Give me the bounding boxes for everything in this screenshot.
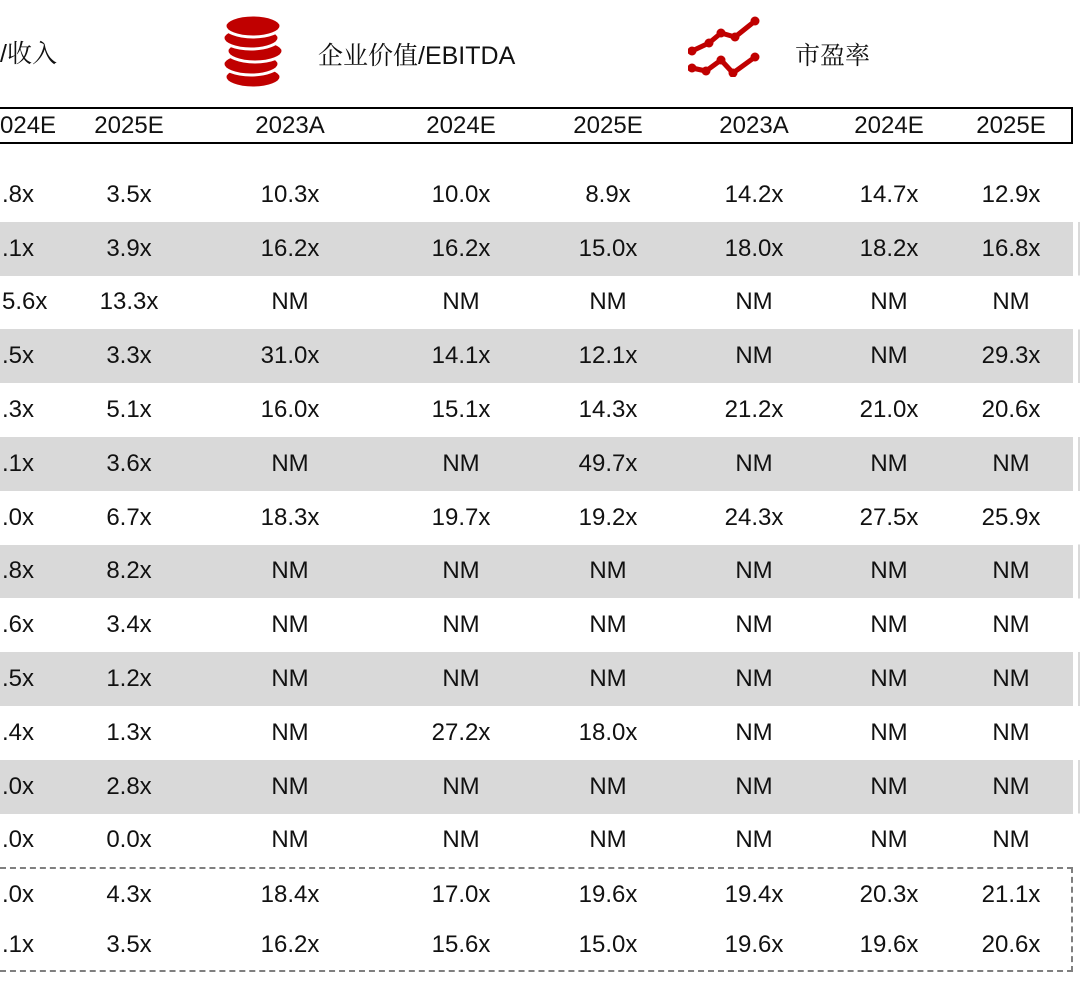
table-cell: NM xyxy=(589,665,627,693)
table-cell: NM xyxy=(992,288,1030,316)
ev-ebitda-label: 企业价值/EBITDA xyxy=(318,42,516,70)
summary-cell: .1x xyxy=(2,931,35,958)
table-cell: NM xyxy=(442,665,480,693)
table-cell: NM xyxy=(271,718,309,746)
column-header: 2024E xyxy=(854,111,924,139)
table-cell: 25.9x xyxy=(981,503,1041,531)
table-cell: 13.3x xyxy=(99,288,159,316)
table-cell: 1.3x xyxy=(106,718,152,746)
table-cell: 20.6x xyxy=(981,396,1041,424)
table-cell: 10.0x xyxy=(431,180,491,208)
table-cell: 14.3x xyxy=(578,396,638,424)
table-cell: 5.6x xyxy=(2,288,48,316)
table-row xyxy=(0,222,1073,276)
table-cell: 15.1x xyxy=(431,396,491,424)
table-cell: 14.2x xyxy=(724,180,784,208)
table-cell: 3.3x xyxy=(106,342,152,370)
table-body xyxy=(0,168,1073,867)
table-cell: NM xyxy=(735,557,773,585)
table-cell: 27.2x xyxy=(431,718,491,746)
table-cell: NM xyxy=(442,288,480,316)
summary-cell: 19.6x xyxy=(859,931,919,958)
summary-section xyxy=(0,867,1073,972)
table-cell: .8x xyxy=(2,180,35,208)
column-header: 2025E xyxy=(94,111,164,139)
table-cell: .0x xyxy=(2,826,35,854)
table-cell: NM xyxy=(735,449,773,477)
table-cell: NM xyxy=(735,611,773,639)
column-header: 2025E xyxy=(976,111,1046,139)
table-cell: 29.3x xyxy=(981,342,1041,370)
table-cell: NM xyxy=(442,611,480,639)
table-cell: .1x xyxy=(2,449,35,477)
table-cell: NM xyxy=(870,557,908,585)
table-cell: 18.0x xyxy=(578,718,638,746)
table-cell: NM xyxy=(735,288,773,316)
table-cell: NM xyxy=(992,826,1030,854)
table-cell: NM xyxy=(589,611,627,639)
column-header: 2023A xyxy=(719,111,789,139)
table-cell: NM xyxy=(870,772,908,800)
summary-cell: 18.4x xyxy=(260,881,320,908)
table-cell: .1x xyxy=(2,234,35,262)
summary-cell: 19.6x xyxy=(578,881,638,908)
table-cell: 18.2x xyxy=(859,234,919,262)
table-cell: NM xyxy=(271,772,309,800)
summary-cell: 20.3x xyxy=(859,881,919,908)
table-cell: 14.1x xyxy=(431,342,491,370)
table-row xyxy=(0,437,1073,491)
table-cell: NM xyxy=(271,665,309,693)
table-cell: NM xyxy=(992,772,1030,800)
summary-cell: 17.0x xyxy=(431,881,491,908)
table-cell: 27.5x xyxy=(859,503,919,531)
table-cell: NM xyxy=(992,557,1030,585)
summary-cell: 15.0x xyxy=(578,931,638,958)
table-cell: NM xyxy=(870,288,908,316)
table-cell: NM xyxy=(735,772,773,800)
table-cell: NM xyxy=(992,611,1030,639)
table-cell: NM xyxy=(870,342,908,370)
column-header: 2024E xyxy=(426,111,496,139)
table-cell: NM xyxy=(735,665,773,693)
summary-cell: 19.6x xyxy=(724,931,784,958)
table-cell: NM xyxy=(870,611,908,639)
table-cell: NM xyxy=(442,826,480,854)
table-cell: .0x xyxy=(2,503,35,531)
table-row xyxy=(0,168,1073,222)
table-cell: 24.3x xyxy=(724,503,784,531)
table-row xyxy=(0,760,1073,814)
column-header: 2023A xyxy=(255,111,325,139)
table-cell: NM xyxy=(870,449,908,477)
table-cell: NM xyxy=(589,772,627,800)
table-cell: 2.8x xyxy=(106,772,152,800)
summary-cell: 21.1x xyxy=(981,881,1041,908)
table-cell: NM xyxy=(735,342,773,370)
table-cell: NM xyxy=(271,288,309,316)
table-row xyxy=(0,814,1073,868)
table-cell: NM xyxy=(442,772,480,800)
line-chart-icon xyxy=(688,15,760,77)
table-cell: .4x xyxy=(2,718,35,746)
table-cell: NM xyxy=(735,718,773,746)
table-cell: 3.4x xyxy=(106,611,152,639)
table-cell: NM xyxy=(735,826,773,854)
table-cell: NM xyxy=(271,826,309,854)
table-cell: NM xyxy=(442,449,480,477)
table-cell: 3.9x xyxy=(106,234,152,262)
table-cell: 5.1x xyxy=(106,396,152,424)
table-cell: NM xyxy=(992,718,1030,746)
table-cell: 10.3x xyxy=(260,180,320,208)
table-cell: .6x xyxy=(2,611,35,639)
summary-row xyxy=(0,920,1073,970)
table-cell: 16.2x xyxy=(431,234,491,262)
table-cell: 12.1x xyxy=(578,342,638,370)
table-row xyxy=(0,706,1073,760)
table-row xyxy=(0,652,1073,706)
table-cell: NM xyxy=(870,718,908,746)
table-cell: .5x xyxy=(2,342,35,370)
table-row xyxy=(0,383,1073,437)
table-cell: .8x xyxy=(2,557,35,585)
table-cell: .3x xyxy=(2,396,35,424)
table-cell: 31.0x xyxy=(260,342,320,370)
table-cell: 18.0x xyxy=(724,234,784,262)
table-row xyxy=(0,491,1073,545)
table-cell: 21.0x xyxy=(859,396,919,424)
table-cell: 3.6x xyxy=(106,449,152,477)
table-cell: NM xyxy=(271,557,309,585)
table-cell: NM xyxy=(589,826,627,854)
summary-cell: 4.3x xyxy=(106,881,152,908)
table-cell: 16.0x xyxy=(260,396,320,424)
pe-ratio-label: 市盈率 xyxy=(795,42,871,70)
table-cell: 19.7x xyxy=(431,503,491,531)
table-row xyxy=(0,598,1073,652)
summary-cell: .0x xyxy=(2,881,35,908)
table-cell: 15.0x xyxy=(578,234,638,262)
table-cell: 8.9x xyxy=(585,180,631,208)
table-cell: 1.2x xyxy=(106,665,152,693)
table-cell: NM xyxy=(992,665,1030,693)
table-cell: NM xyxy=(992,449,1030,477)
coin-stack-icon xyxy=(222,13,284,90)
table-row xyxy=(0,276,1073,330)
table-cell: 18.3x xyxy=(260,503,320,531)
table-cell: 21.2x xyxy=(724,396,784,424)
table-cell: NM xyxy=(271,611,309,639)
column-header: 2025E xyxy=(573,111,643,139)
table-cell: .0x xyxy=(2,772,35,800)
table-cell: 16.8x xyxy=(981,234,1041,262)
legend-strip xyxy=(0,0,1080,100)
table-cell: 6.7x xyxy=(106,503,152,531)
table-cell: NM xyxy=(589,288,627,316)
summary-cell: 19.4x xyxy=(724,881,784,908)
summary-cell: 16.2x xyxy=(260,931,320,958)
ev-revenue-label: /收入 xyxy=(0,40,57,68)
table-cell: 0.0x xyxy=(106,826,152,854)
table-cell: NM xyxy=(442,557,480,585)
table-cell: 12.9x xyxy=(981,180,1041,208)
table-header-row xyxy=(0,107,1073,144)
table-cell: NM xyxy=(271,449,309,477)
table-cell: NM xyxy=(870,826,908,854)
column-header: 024E xyxy=(0,111,57,139)
table-row xyxy=(0,545,1073,599)
table-cell: 8.2x xyxy=(106,557,152,585)
table-cell: .5x xyxy=(2,665,35,693)
table-cell: 3.5x xyxy=(106,180,152,208)
table-cell: 16.2x xyxy=(260,234,320,262)
table-cell: NM xyxy=(589,557,627,585)
table-row xyxy=(0,329,1073,383)
table-cell: 19.2x xyxy=(578,503,638,531)
table-cell: 49.7x xyxy=(578,449,638,477)
table-cell: 14.7x xyxy=(859,180,919,208)
table-cell: NM xyxy=(870,665,908,693)
summary-cell: 3.5x xyxy=(106,931,152,958)
summary-cell: 20.6x xyxy=(981,931,1041,958)
summary-row xyxy=(0,870,1073,920)
summary-cell: 15.6x xyxy=(431,931,491,958)
